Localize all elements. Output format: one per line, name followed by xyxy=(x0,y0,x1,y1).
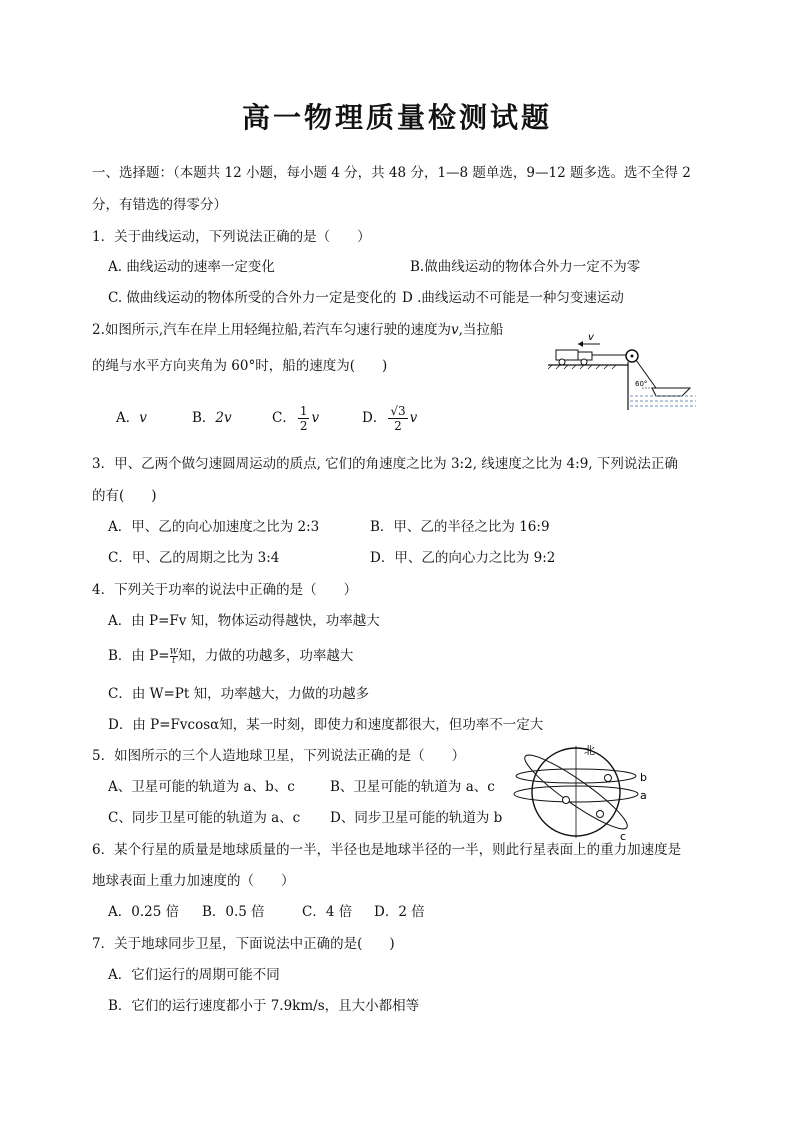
q4-option-b: B．由 P= $\frac{W}{t}$ 知，力做的功越多，功率越大 xyxy=(108,647,354,665)
fig-north-label: 北 xyxy=(584,744,595,757)
q1-option-b: B.做曲线运动的物体合外力一定不为零 xyxy=(410,259,641,275)
car-boat-figure xyxy=(548,330,698,412)
q1-stem: 1．关于曲线运动，下列说法正确的是（ ） xyxy=(92,229,371,245)
q5-option-b: B、卫星可能的轨道为 a、c xyxy=(330,779,495,795)
q6-stem-line1: 6．某个行星的质量是地球质量的一半，半径也是地球半径的一半，则此行星表面上的重力加速度是 xyxy=(92,842,682,858)
q4-option-a: A．由 P=Fv 知，物体运动得越快，功率越大 xyxy=(108,613,380,629)
q5-option-c: C、同步卫星可能的轨道为 a、c xyxy=(108,810,301,826)
fig-label-a: a xyxy=(640,789,647,802)
q4-stem: 4．下列关于功率的说法中正确的是（ ） xyxy=(92,582,358,598)
q1-option-a: A. 曲线运动的速率一定变化 xyxy=(108,259,275,275)
satellite-2 xyxy=(597,811,604,818)
q6-option-b: B．0.5 倍 xyxy=(202,904,265,920)
q5-stem: 5．如图所示的三个人造地球卫星，下列说法正确的是（ ） xyxy=(92,748,466,764)
q6-option-c: C．4 倍 xyxy=(302,904,353,920)
fig-velocity-label: v xyxy=(588,332,594,343)
q2-option-c: C． $\frac{1}{2}$ v xyxy=(272,404,320,433)
q2-option-d: D． $\frac{√3}{2}$ v xyxy=(362,404,418,433)
water-lines xyxy=(630,396,696,406)
q4-b-fraction: $\frac{W}{t}$ xyxy=(169,647,178,665)
fig-angle-label: 60° xyxy=(635,380,648,388)
section-instructions-line2: 分，有错选的得零分） xyxy=(92,197,227,213)
truck-body xyxy=(556,350,578,360)
page-title: 高一物理质量检测试题 xyxy=(241,101,552,134)
q2-option-a: A．v xyxy=(116,410,147,426)
satellite-orbits-figure xyxy=(512,742,662,842)
q5-option-d: D、同步卫星可能的轨道为 b xyxy=(330,810,503,826)
q2-stem-end: ,当拉船 xyxy=(458,322,504,338)
q3-stem-line2: 的有( ) xyxy=(92,488,157,504)
fig-label-b: b xyxy=(640,771,647,784)
satellite-3 xyxy=(605,775,612,782)
q6-stem-line2: 地球表面上重力加速度的（ ） xyxy=(92,873,295,889)
q6-option-a: A．0.25 倍 xyxy=(108,904,180,920)
q2-stem-line1 xyxy=(92,320,503,340)
q6-option-d: D．2 倍 xyxy=(374,904,425,920)
q5-option-a: A、卫星可能的轨道为 a、b、c xyxy=(108,779,295,795)
q2-c-fraction: $\frac{1}{2}$ xyxy=(299,404,308,433)
q3-option-b: B．甲、乙的半径之比为 16:9 xyxy=(370,519,550,535)
q1-option-d: D .曲线运动不可能是一种匀变速运动 xyxy=(402,290,624,306)
boat xyxy=(652,388,690,396)
q7-option-b: B．它们的运行速度都小于 7.9km/s，且大小都相等 xyxy=(108,998,420,1014)
q7-stem: 7．关于地球同步卫星，下面说法中正确的是( ) xyxy=(92,936,395,952)
satellite-1 xyxy=(563,797,570,804)
q2-option-b: B．2v xyxy=(192,410,232,426)
fig-label-c: c xyxy=(620,830,627,842)
q2-stem-line2: 的绳与水平方向夹角为 60°时，船的速度为( ) xyxy=(92,358,388,374)
q1-option-c: C. 做曲线运动的物体所受的合外力一定是变化的 xyxy=(108,290,397,306)
q3-option-c: C．甲、乙的周期之比为 3:4 xyxy=(108,550,280,566)
q3-option-d: D．甲、乙的向心力之比为 9:2 xyxy=(370,550,556,566)
q7-option-a: A．它们运行的周期可能不同 xyxy=(108,967,280,983)
q4-option-d: D．由 P=Fvcosα知，某一时刻，即使力和速度都很大，但功率不一定大 xyxy=(108,717,544,733)
q2-stem-v: v xyxy=(450,322,459,338)
q4-option-c: C．由 W=Pt 知，功率越大，力做的功越多 xyxy=(108,686,370,702)
section-instructions-line1: 一、选择题：（本题共 12 小题，每小题 4 分，共 48 分，1—8 题单选，9—12 题多选。选不全得 2 xyxy=(92,165,691,181)
q3-stem-line1: 3．甲、乙两个做匀速圆周运动的质点, 它们的角速度之比为 3:2, 线速度之比为 4:9, 下列说法正确 xyxy=(92,456,678,472)
q2-d-fraction: $\frac{√3}{2}$ xyxy=(390,404,406,433)
q3-option-a: A．甲、乙的向心加速度之比为 2:3 xyxy=(108,519,320,535)
q2-stem-text: 2.如图所示,汽车在岸上用轻绳拉船,若汽车匀速行驶的速度为 xyxy=(92,322,451,338)
